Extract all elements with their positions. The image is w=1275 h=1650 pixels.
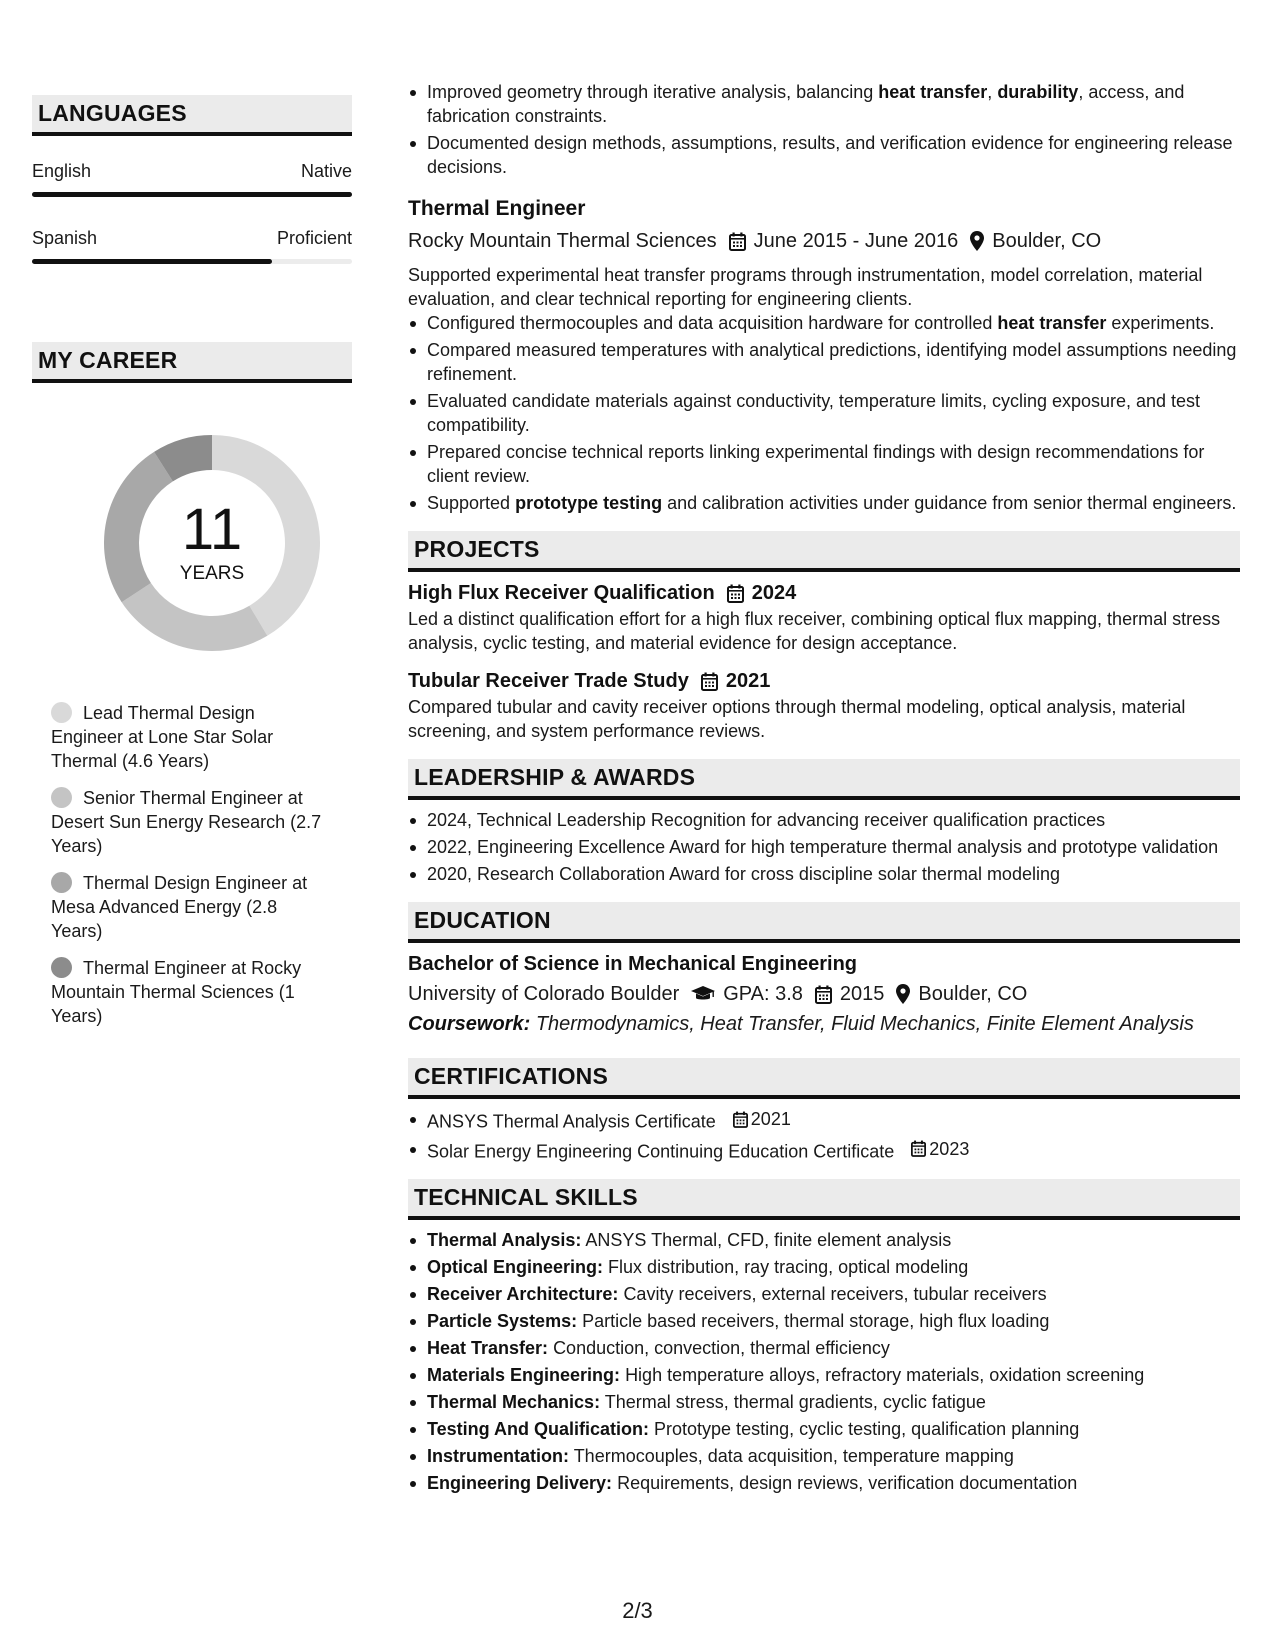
career-legend bbox=[32, 701, 322, 1028]
career-legend-item bbox=[51, 871, 322, 943]
calendar-icon bbox=[729, 232, 746, 251]
education-degree: Bachelor of Science in Mechanical Engineering bbox=[408, 953, 858, 975]
skill-item bbox=[408, 1282, 1240, 1306]
education-gpa: GPA: 3.8 bbox=[723, 983, 803, 1005]
skill-item bbox=[408, 1471, 1240, 1495]
skill-value: Thermocouples, data acquisition, temperature mapping bbox=[573, 1446, 1014, 1466]
career-heading bbox=[32, 342, 352, 383]
language-name: Spanish bbox=[32, 228, 98, 248]
skill-value: ANSYS Thermal, CFD, finite element analysis bbox=[585, 1230, 952, 1250]
career-heading-text: MY CAREER bbox=[38, 347, 178, 373]
award-item: 2024, Technical Leadership Recognition for advancing receiver qualification practices bbox=[408, 808, 1240, 832]
skill-item bbox=[408, 1228, 1240, 1252]
skill-item bbox=[408, 1309, 1240, 1333]
bullet-item: Configured thermocouples and data acquisition hardware for controlled heat transfer experiments. bbox=[408, 311, 1240, 335]
location-pin-icon bbox=[970, 231, 984, 251]
skills-heading bbox=[408, 1179, 1240, 1220]
bullet-item: Supported prototype testing and calibration activities under guidance from senior thermal engineers. bbox=[408, 491, 1240, 515]
project-year: 2021 bbox=[725, 670, 771, 692]
bullet-item: Compared measured temperatures with analytical predictions, identifying model assumptions needing refinement. bbox=[408, 338, 1240, 386]
skill-value: Thermal stress, thermal gradients, cyclic fatigue bbox=[604, 1392, 986, 1412]
project-title-row bbox=[408, 667, 1240, 695]
certifications-heading bbox=[408, 1058, 1240, 1099]
skill-label: Engineering Delivery: bbox=[427, 1473, 613, 1493]
bold-keyword: prototype testing bbox=[515, 493, 663, 513]
certification-date bbox=[911, 1137, 969, 1161]
education-heading-text: EDUCATION bbox=[414, 907, 551, 933]
career-legend-label: Thermal Engineer at Rocky Mountain Thermal Sciences (1 Years) bbox=[51, 958, 302, 1026]
skill-label: Receiver Architecture: bbox=[427, 1284, 619, 1304]
language-proficiency-bar bbox=[32, 192, 352, 197]
career-legend-dot bbox=[51, 957, 72, 978]
language-row-spanish bbox=[32, 227, 352, 249]
language-row-english bbox=[32, 160, 352, 182]
job-location: Boulder, CO bbox=[992, 230, 1102, 252]
career-legend-item bbox=[51, 786, 322, 858]
project-title-row bbox=[408, 579, 1240, 607]
career-legend-dot bbox=[51, 702, 72, 723]
skill-value: High temperature alloys, refractory materials, oxidation screening bbox=[625, 1365, 1145, 1385]
page-number: 2/3 bbox=[622, 1598, 653, 1623]
graduation-cap-icon bbox=[691, 986, 715, 1002]
bullet-item: Prepared concise technical reports linking experimental findings with design recommendations for client review. bbox=[408, 440, 1240, 488]
career-total-unit: YEARS bbox=[179, 563, 245, 584]
job-meta bbox=[408, 227, 1240, 255]
certification-name: ANSYS Thermal Analysis Certificate bbox=[427, 1111, 716, 1132]
coursework-list: Thermodynamics, Heat Transfer, Fluid Mechanics, Finite Element Analysis bbox=[535, 1013, 1194, 1035]
main-content bbox=[408, 80, 1240, 1495]
job-bullets bbox=[408, 311, 1240, 515]
bullet-item: Documented design methods, assumptions, results, and verification evidence for engineering release decisions. bbox=[408, 131, 1240, 179]
awards-list bbox=[408, 808, 1240, 886]
skill-value: Particle based receivers, thermal storage, high flux loading bbox=[582, 1311, 1050, 1331]
career-legend-item bbox=[51, 956, 322, 1028]
awards-heading-text: LEADERSHIP & AWARDS bbox=[414, 764, 696, 790]
skill-label: Thermal Mechanics: bbox=[427, 1392, 601, 1412]
calendar-icon bbox=[911, 1140, 926, 1157]
language-proficiency-fill bbox=[32, 192, 352, 197]
skill-label: Instrumentation: bbox=[427, 1446, 569, 1466]
certification-name: Solar Energy Engineering Continuing Education Certificate bbox=[427, 1141, 895, 1161]
skill-label: Testing And Qualification: bbox=[427, 1419, 649, 1439]
certification-date bbox=[733, 1107, 791, 1131]
bullet-item: Evaluated candidate materials against conductivity, temperature limits, cycling exposure, and test compatibility. bbox=[408, 389, 1240, 437]
education-coursework bbox=[408, 1010, 1240, 1038]
coursework-label: Coursework: bbox=[408, 1013, 531, 1035]
career-legend-dot bbox=[51, 787, 72, 808]
project-title: Tubular Receiver Trade Study bbox=[408, 670, 689, 692]
career-legend-label: Thermal Design Engineer at Mesa Advanced Energy (2.8 Years) bbox=[51, 873, 308, 941]
languages-heading-text: LANGUAGES bbox=[38, 100, 187, 126]
education-school: University of Colorado Boulder bbox=[408, 983, 680, 1005]
certification-year: 2023 bbox=[929, 1138, 970, 1159]
language-level: Proficient bbox=[276, 228, 352, 248]
award-item: 2022, Engineering Excellence Award for high temperature thermal analysis and prototype validation bbox=[408, 835, 1240, 859]
project-description: Led a distinct qualification effort for a high flux receiver, combining optical flux mapping, thermal stress analysis, cyclic testing, and material evidence for design acceptance. bbox=[408, 609, 1221, 653]
skills-list bbox=[408, 1228, 1240, 1495]
projects-heading-text: PROJECTS bbox=[414, 536, 540, 562]
certification-year: 2021 bbox=[750, 1109, 791, 1129]
career-donut-chart bbox=[92, 423, 332, 663]
skill-label: Thermal Analysis: bbox=[427, 1230, 582, 1250]
career-legend-dot bbox=[51, 872, 72, 893]
job-company: Rocky Mountain Thermal Sciences bbox=[408, 230, 717, 252]
career-legend-label: Senior Thermal Engineer at Desert Sun Energy Research (2.7 Years) bbox=[51, 788, 322, 856]
calendar-icon bbox=[727, 584, 744, 603]
previous-job-bullets bbox=[408, 80, 1240, 179]
career-legend-item bbox=[51, 701, 322, 773]
skill-item bbox=[408, 1255, 1240, 1279]
project-description: Compared tubular and cavity receiver options through thermal modeling, optical analysis, material screening, and system performance reviews. bbox=[408, 697, 1186, 741]
language-name: English bbox=[32, 161, 92, 181]
languages-heading bbox=[32, 95, 352, 136]
skill-label: Materials Engineering: bbox=[427, 1365, 621, 1385]
skill-item bbox=[408, 1444, 1240, 1468]
skill-item bbox=[408, 1363, 1240, 1387]
bold-keyword: durability bbox=[997, 82, 1079, 102]
skill-label: Optical Engineering: bbox=[427, 1257, 604, 1277]
skill-item bbox=[408, 1417, 1240, 1441]
project-title: High Flux Receiver Qualification bbox=[408, 582, 715, 604]
skill-label: Particle Systems: bbox=[427, 1311, 578, 1331]
career-donut-center bbox=[92, 423, 332, 663]
skill-value: Cavity receivers, external receivers, tubular receivers bbox=[623, 1284, 1047, 1304]
bullet-item: Improved geometry through iterative analysis, balancing heat transfer, durability, access, and fabrication constraints. bbox=[408, 80, 1240, 128]
certification-item bbox=[408, 1107, 1240, 1134]
skill-value: Prototype testing, cyclic testing, qualification planning bbox=[654, 1419, 1080, 1439]
bold-keyword: heat transfer bbox=[878, 82, 988, 102]
awards-heading bbox=[408, 759, 1240, 800]
skill-value: Requirements, design reviews, verification documentation bbox=[617, 1473, 1078, 1493]
language-level: Native bbox=[300, 161, 352, 181]
calendar-icon bbox=[815, 985, 832, 1004]
calendar-icon bbox=[701, 672, 718, 691]
education-meta bbox=[408, 980, 1240, 1008]
career-total-years: 11 bbox=[181, 497, 243, 562]
award-item: 2020, Research Collaboration Award for cross discipline solar thermal modeling bbox=[408, 862, 1240, 886]
certifications-list bbox=[408, 1107, 1240, 1163]
skill-label: Heat Transfer: bbox=[427, 1338, 549, 1358]
certifications-heading-text: CERTIFICATIONS bbox=[414, 1063, 609, 1089]
language-proficiency-bar bbox=[32, 259, 352, 264]
education-location: Boulder, CO bbox=[918, 983, 1028, 1005]
sidebar bbox=[32, 95, 352, 1041]
projects-heading bbox=[408, 531, 1240, 572]
certification-item bbox=[408, 1137, 1240, 1164]
skill-value: Flux distribution, ray tracing, optical modeling bbox=[608, 1257, 969, 1277]
skill-item bbox=[408, 1336, 1240, 1360]
calendar-icon bbox=[733, 1111, 748, 1128]
skill-value: Conduction, convection, thermal efficiency bbox=[553, 1338, 890, 1358]
education-year: 2015 bbox=[839, 983, 885, 1005]
job-dates: June 2015 - June 2016 bbox=[753, 230, 959, 252]
bold-keyword: heat transfer bbox=[997, 313, 1107, 333]
education-heading bbox=[408, 902, 1240, 943]
language-proficiency-fill bbox=[32, 259, 272, 264]
skill-item bbox=[408, 1390, 1240, 1414]
job-title: Thermal Engineer bbox=[408, 197, 586, 220]
job-summary: Supported experimental heat transfer programs through instrumentation, model correlation, material evaluation, and clear technical reporting for engineering clients. bbox=[408, 265, 1203, 309]
location-pin-icon bbox=[896, 984, 910, 1004]
career-legend-label: Lead Thermal Design Engineer at Lone Star Solar Thermal (4.6 Years) bbox=[51, 703, 274, 771]
project-year: 2024 bbox=[751, 582, 797, 604]
skills-heading-text: TECHNICAL SKILLS bbox=[414, 1184, 638, 1210]
